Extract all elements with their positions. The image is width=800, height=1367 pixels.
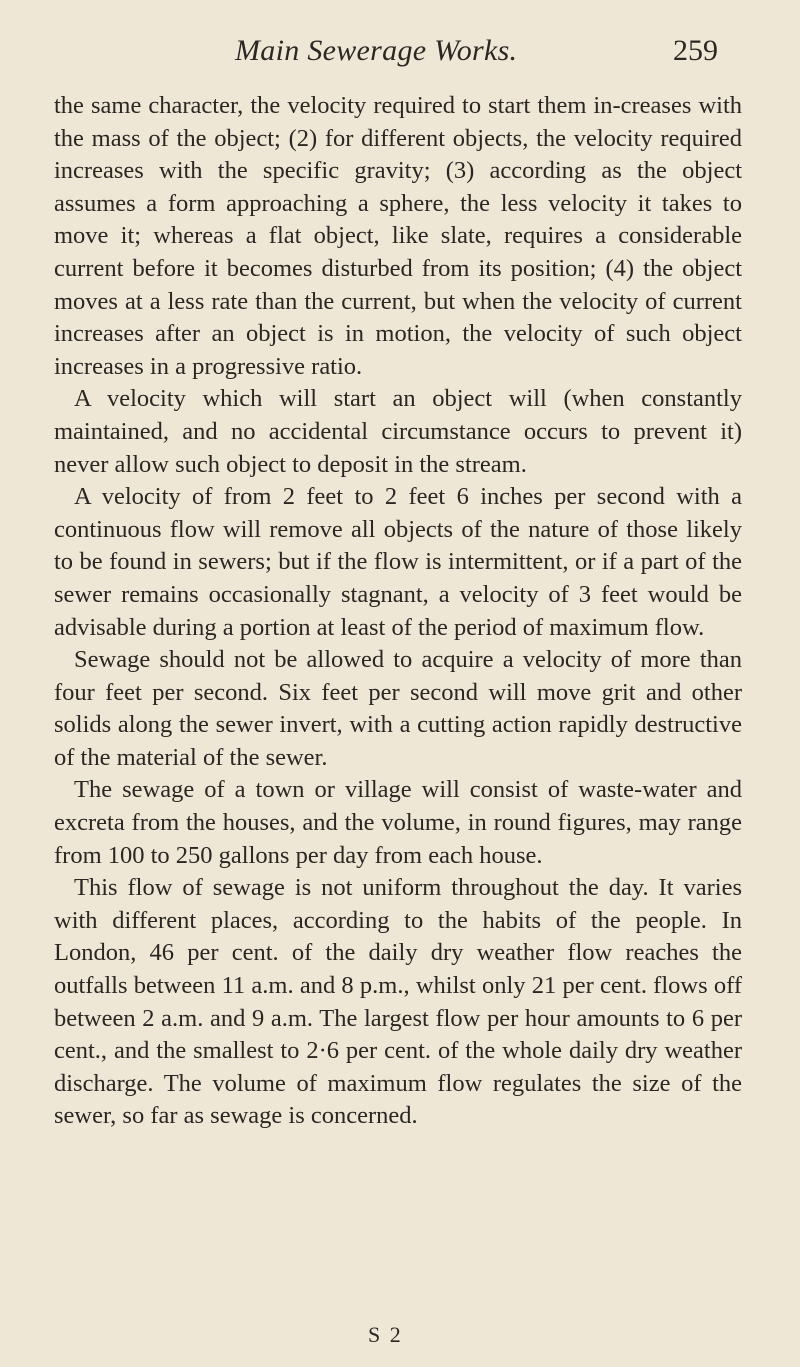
paragraph: This flow of sewage is not uniform throughout the day. It varies with different places, according to the habits of the people. In London, 46 per cent. of the daily dry weather flow reaches the outfalls between 11 a.m. and 8 p.m., whilst only 21 per cent. flows off between 2 a.m. and 9 a.m. The largest flow per hour amounts to 6 per cent., and the smallest to 2·6 per cent. of the whole daily dry weather discharge. The volume of maximum flow regulates the size of the sewer, so far as sewage is concerned.	[54, 874, 742, 1130]
paragraph: Sewage should not be allowed to acquire a velocity of more than four feet per second. Six feet per second will move grit and other solids along the sewer invert, with a cutting action rapidly destructive of the material of the sewer.	[54, 646, 742, 771]
paragraph: A velocity which will start an object will (when constantly maintained, and no accidental circumstance occurs to prevent it) never allow such object to deposit in the stream.	[54, 385, 742, 478]
body-text	[54, 90, 742, 1133]
paragraph: The sewage of a town or village will consist of waste-water and excreta from the houses, and the volume, in round figures, may range from 100 to 250 gallons per day from each house.	[54, 776, 742, 869]
signature-mark: S 2	[368, 1322, 403, 1347]
running-title: Main Sewerage Works.	[235, 34, 518, 67]
paragraph-continuation: the same character, the velocity required to start them in-creases with the mass of the object; (2) for different objects, the velocity required increases with the specific gravity; (3) according as the object assumes a form approaching a sphere, the less velocity it takes to move it; whereas a flat object, like slate, requires a considerable current before it becomes disturbed from its position; (4) the object moves at a less rate than the current, but when the velocity of current increases after an object is in motion, the velocity of such object increases in a progressive ratio.	[54, 92, 742, 380]
running-head	[0, 34, 800, 74]
paragraph: A velocity of from 2 feet to 2 feet 6 inches per second with a continuous flow will remove all objects of the nature of those likely to be found in sewers; but if the flow is intermittent, or if a part of the sewer remains occasionally stagnant, a velocity of 3 feet would be advisable during a portion at least of the period of maximum flow.	[54, 483, 742, 641]
page-number: 259	[673, 34, 718, 67]
